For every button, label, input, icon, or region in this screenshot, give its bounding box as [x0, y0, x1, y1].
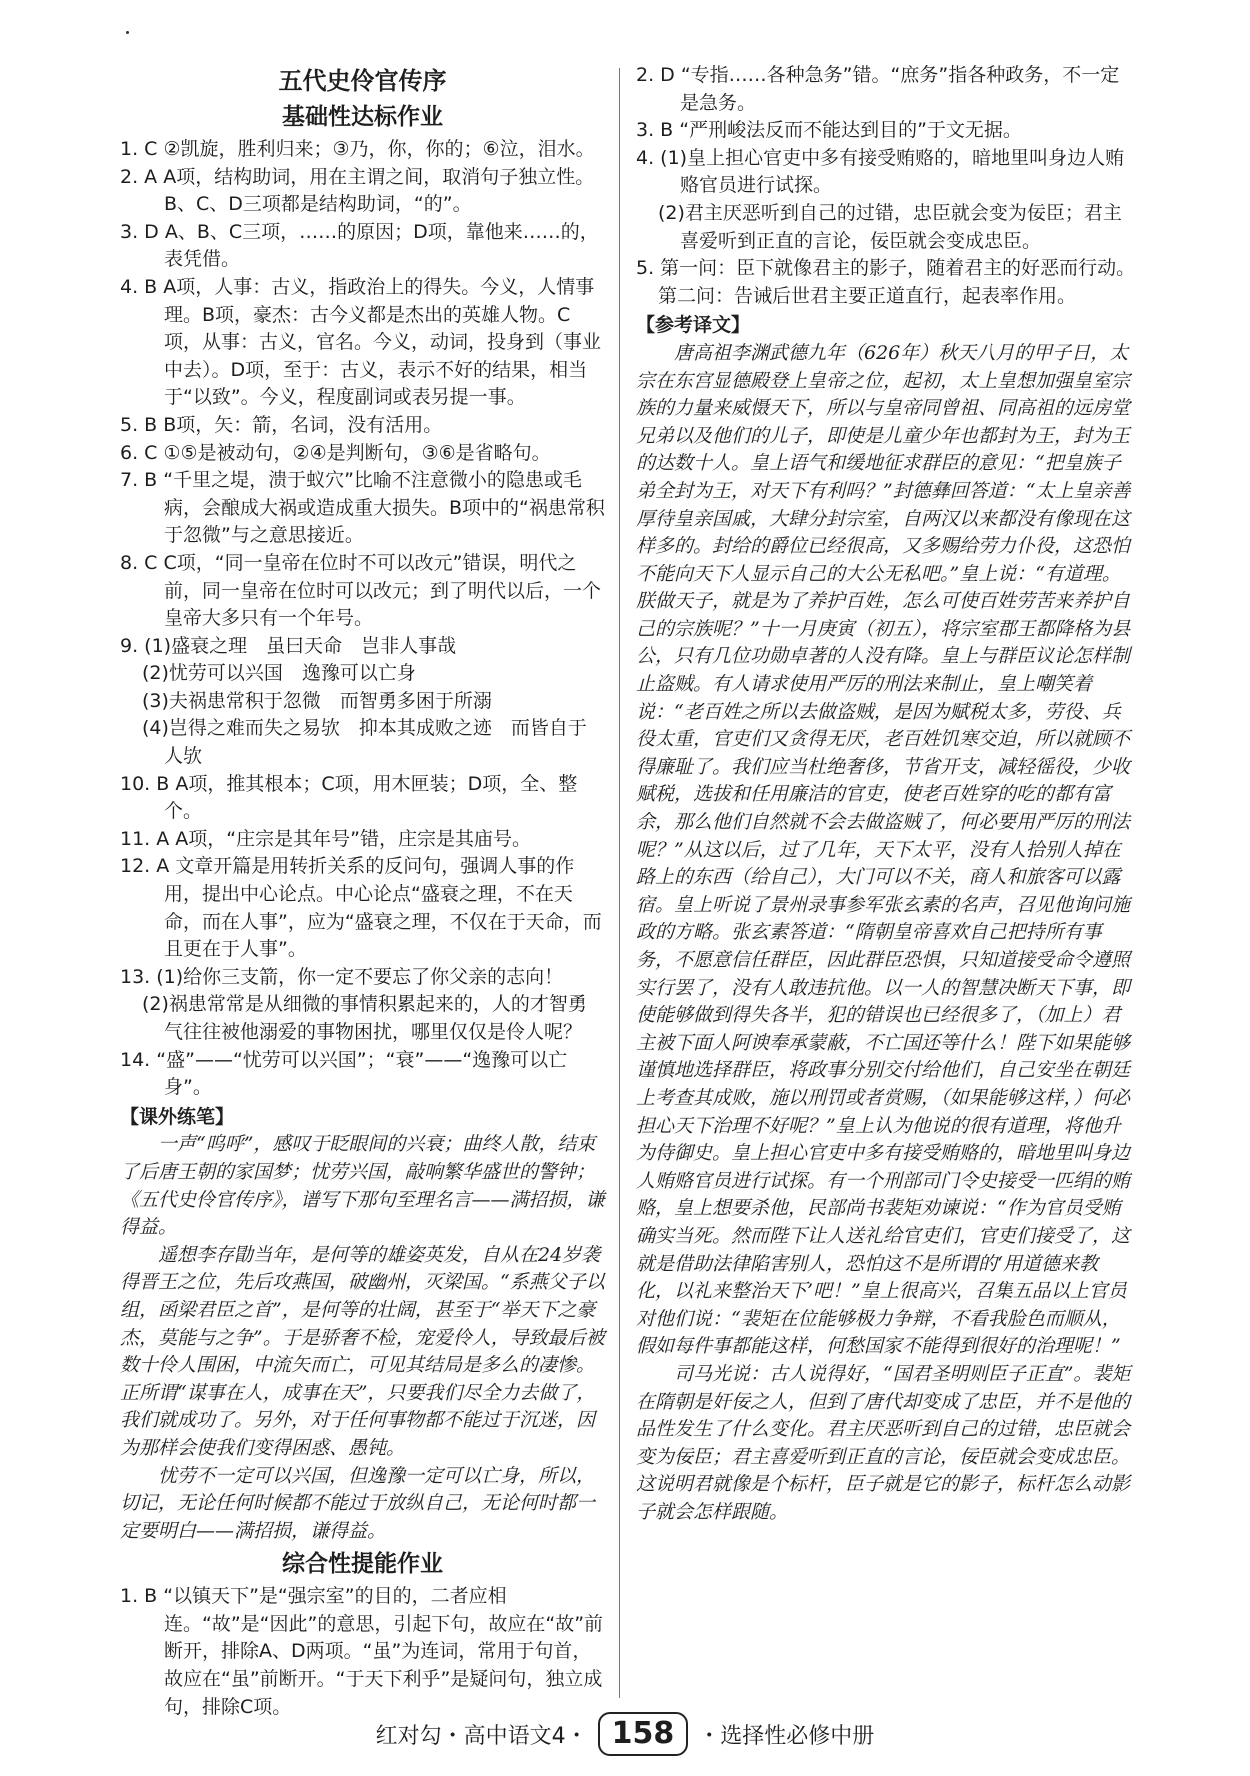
answer-item: 9. (1)盛衰之理 虽曰天命 岂非人事哉: [120, 634, 457, 657]
page-footer: [0, 1711, 1250, 1757]
extra-writing-tag: 【课外练笔】: [120, 1105, 235, 1128]
answer-item: 1. B “以镇天下”是“强宗室”的目的，二者应相连。“故”是“因此”的意思，引起下句，故应在“故”前断开，排除A、D两项。“虽”为连词，常用于句首，故应在“虽”前断开。“于天下利乎”是疑问句，独立成句，排除C项。: [120, 1585, 604, 1718]
column-divider: [619, 68, 620, 1698]
answer-item: 8. C C项，“同一皇帝在位时不可以改元”错误，明代之前，同一皇帝在位时可以改元；到了明代以后，一个皇帝大多只有一个年号。: [120, 551, 602, 630]
section-heading-advanced: 综合性提能作业: [282, 1551, 443, 1578]
answer-item: 13. (1)给你三支箭，你一定不要忘了你父亲的志向！: [120, 965, 564, 988]
extra-paragraph: 一声“呜呼”，感叹于眨眼间的兴衰；曲终人散，结束了后唐王朝的家国梦；忧劳兴国，敲响繁华盛世的警钟；《五代史伶官传序》，谱写下那句至理名言——满招损，谦得益。: [120, 1133, 605, 1239]
answer-item: 5. 第一问：臣下就像君主的影子，随着君主的好恶而行动。: [636, 257, 1136, 280]
answer-item: 7. B “千里之堤，溃于蚁穴”比喻不注意微小的隐患或毛病，会酿成大祸或造成重大损失。B项中的“祸患常积于忽微”与之意思接近。: [120, 469, 605, 547]
extra-paragraph: 遥想李存勖当年，是何等的雄姿英发，自从在24岁袭得晋王之位，先后攻燕国，破幽州，灭梁国。“系燕父子以组，函梁君臣之首”，是何等的壮阔，甚至于“举天下之豪杰，莫能与之争”。于是骄奢不检，宠爱伶人，导致最后被数十伶人围困，中流矢而亡，可见其结局是多么的凄惨。正所谓“谋事在人，成事在天”，只要我们尽全力去做了，我们就成功了。另外，对于任何事物都不能过于沉迷，因为那样会使我们变得困惑、愚钝。: [120, 1243, 605, 1459]
page-title: 五代史伶官传序: [278, 67, 447, 95]
section-heading-basic: 基础性达标作业: [282, 104, 443, 130]
translation-paragraph: 唐高祖李渊武德九年（626年）秋天八月的甲子日，太宗在东宫显德殿登上皇帝之位，起初，太上皇想加强皇室宗族的力量来威慑天下，所以与皇帝同曾祖、同高祖的远房堂兄弟以及他们的儿子，即使是儿童少年也都封为王，封为王的达数十人。皇上语气和缓地征求群臣的意见：“把皇族子弟全封为王，对天下有利吗？”封德彝回答道：“太上皇亲善厚待皇亲国戚，大肆分封宗室，自两汉以来都没有像现在这样多的。封给的爵位已经很高，又多赐给劳力仆役，这恐怕不能向天下人显示自己的大公无私吧。”皇上说：“有道理。朕做天子，就是为了养护百姓，怎么可使百姓劳苦来养护自己的宗族呢？”十一月庚寅（初五），将宗室郡王都降格为县公，只有几位功勋卓著的人没有降。皇上与群臣议论怎样制止盗贼。有人请求使用严厉的刑法来制止，皇上嘲笑着说：“老百姓之所以去做盗贼，是因为赋税太多，劳役、兵役太重，官吏们又贪得无厌，老百姓饥寒交迫，所以就顾不得廉耻了。我们应当杜绝奢侈，节省开支，减轻徭役，少收赋税，选拔和任用廉洁的官吏，使老百姓穿的吃的都有富余，那么他们自然就不会去做盗贼了，何必要用严厉的刑法呢？”从这以后，过了几年，天下太平，没有人拾别人掉在路上的东西（给自己），大门可以不关，商人和旅客可以露宿。皇上听说了景州录事参军张玄素的名声，召见他询问施政的方略。张玄素答道：“隋朝皇帝喜欢自己把持所有事务，不愿意信任群臣，因此群臣恐惧，只知道接受命令遵照实行罢了，没有人敢违抗他。以一人的智慧决断天下事，即使能够做到得失各半，犯的错误也已经很多了，（加上）君主被下面人阿谀奉承蒙蔽，不亡国还等什么！陛下如果能够谨慎地选择群臣，将政事分别交付给他们，自己安坐在朝廷上考查其成败，施以刑罚或者赏赐，（如果能够这样，）何必担心天下治理不好呢？”皇上认为他说的很有道理，将他升为侍御史。皇上担心官吏中多有接受贿赂的，暗地里叫身边人贿赂官员进行试探。有一个刑部司门令史接受一匹绢的贿赂，皇上想要杀他，民部尚书裴矩劝谏说：“作为官员受贿确实当死。然而陛下让人送礼给官吏们，官吏们接受了，这就是借助法律陷害别人，恐怕这不是所谓的‘用道德来教化，以礼来整治天下’吧！”皇上很高兴，召集五品以上官员对他们说：“裴矩在位能够极力争辩，不看我脸色而顺从，假如每件事都能这样，何愁国家不能得到很好的治理呢！”: [636, 341, 1131, 1358]
answer-item: 4. (1)皇上担心官吏中多有接受贿赂的，暗地里叫身边人贿赂官员进行试探。: [636, 146, 1125, 197]
answer-item: 12. A 文章开篇是用转折关系的反问句，强调人事的作用，提出中心论点。中心论点“盛衰之理，不在天命，而在人事”，应为“盛衰之理，不仅在于天命，而且更在于人事”。: [120, 855, 602, 961]
answer-item: 3. B “严刑峻法反而不能达到目的”于文无据。: [636, 119, 1022, 142]
answer-item: 2. A A项，结构助词，用在主谓之间，取消句子独立性。B、C、D三项都是结构助词，“的”。: [120, 165, 595, 216]
page-number: 158: [598, 1712, 689, 1756]
translation-paragraph: 司马光说：古人说得好，“国君圣明则臣子正直”。裴矩在隋朝是奸佞之人，但到了唐代却变成了忠臣，并不是他的品性发生了什么变化。君主厌恶听到自己的过错，忠臣就会变为佞臣；君主喜爱听到正直的言论，佞臣就会变成忠臣。这说明君就像是个标杆，臣子就是它的影子，标杆怎么动影子就会怎样跟随。: [636, 1362, 1131, 1523]
answer-item: 14. “盛”——“忧劳可以兴国”；“衰”——“逸豫可以亡身”。: [120, 1048, 568, 1099]
scan-dot: [126, 31, 129, 34]
answer-item: 6. C ①⑤是被动句，②④是判断句，③⑥是省略句。: [120, 441, 551, 464]
answer-item: 3. D A、B、C三项，……的原因；D项，靠他来……的，表凭借。: [120, 220, 599, 271]
answer-subitem: (3)夫祸患常积于忽微 而智勇多困于所溺: [142, 689, 492, 712]
answer-subitem: (2)忧劳可以兴国 逸豫可以亡身: [142, 662, 416, 685]
right-column: [636, 62, 1136, 1526]
answer-subitem: (4)岂得之难而失之易欤 抑本其成败之迹 而皆自于人欤: [142, 717, 587, 768]
answer-item: 4. B A项，人事：古义，指政治上的得失。今义，人情事理。B项，豪杰：古今义都是杰出的英雄人物。C项，从事：古义，官名。今义，动词，投身到（事业中去）。D项，至于：古义，表示不好的结果，相当于“以致”。今义，程度副词或表另提一事。: [120, 275, 602, 409]
footer-volume: ・选择性必修中册: [698, 1723, 875, 1749]
answer-item: 10. B A项，推其根本；C项，用木匣装；D项，全、整个。: [120, 772, 578, 823]
answer-subitem: (2)祸患常常是从细微的事情积累起来的，人的才智勇气往往被他溺爱的事物困扰，哪里仅仅是伶人呢？: [142, 993, 587, 1043]
left-column: [120, 62, 605, 1721]
answer-item: 1. C ②凯旋，胜利归来；③乃，你，你的；⑥泣，泪水。: [120, 138, 595, 160]
answer-item: 5. B B项，矢：箭，名词，没有活用。: [120, 413, 443, 436]
answer-subitem: 第二问：告诫后世君主要正道直行，起表率作用。: [658, 284, 1077, 307]
answer-item: 11. A A项，“庄宗是其年号”错，庄宗是其庙号。: [120, 827, 531, 850]
answer-item: 2. D “专指……各种急务”错。“庶务”指各种政务，不一定是急务。: [636, 64, 1120, 114]
answer-subitem: (2)君主厌恶听到自己的过错，忠臣就会变为佞臣；君主喜爱听到正直的言论，佞臣就会变成忠臣。: [658, 201, 1122, 252]
extra-paragraph: 忧劳不一定可以兴国，但逸豫一定可以亡身，所以，切记，无论任何时候都不能过于放纵自己，无论何时都一定要明白——满招损，谦得益。: [120, 1464, 596, 1542]
translation-tag: 【参考译文】: [636, 314, 751, 337]
footer-book-title: 红对勾・高中语文4・: [375, 1723, 588, 1749]
